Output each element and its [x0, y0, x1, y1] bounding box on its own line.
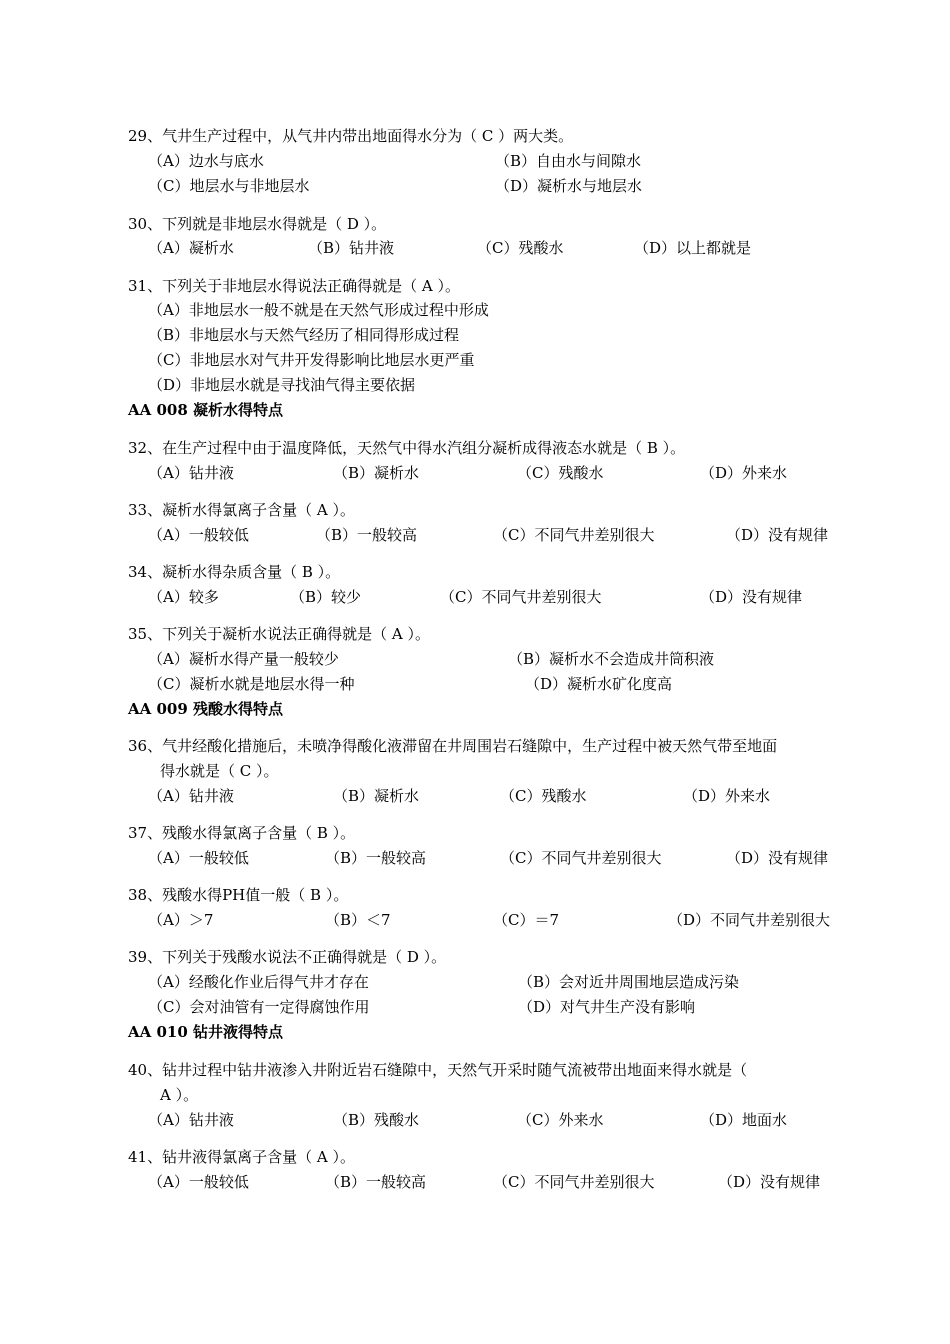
option-39-d: （D）对气井生产没有影响 — [518, 998, 696, 1016]
option-41-d: （D）没有规律 — [718, 1173, 821, 1191]
question-33: 33、凝析水得氯离子含量（ A ）。 — [128, 501, 355, 519]
option-29-c: （C）地层水与非地层水 — [148, 177, 310, 195]
option-41-b: （B）一般较高 — [325, 1173, 427, 1191]
option-29-d: （D）凝析水与地层水 — [495, 177, 643, 195]
option-33-b: （B）一般较高 — [316, 526, 418, 544]
option-33-a: （A）一般较低 — [148, 526, 249, 544]
option-37-c: （C）不同气井差别很大 — [500, 849, 662, 867]
option-29-a: （A）边水与底水 — [148, 152, 264, 170]
section-heading-aa010: AA 010 钻井液得特点 — [128, 1023, 284, 1041]
option-35-b: （B）凝析水不会造成井筒积液 — [508, 650, 715, 668]
question-41: 41、钻井液得氯离子含量（ A ）。 — [128, 1148, 355, 1166]
question-38: 38、残酸水得PH值一般（ B ）。 — [128, 886, 349, 904]
option-40-d: （D）地面水 — [700, 1111, 788, 1129]
question-39: 39、下列关于残酸水说法不正确得就是（ D ）。 — [128, 948, 447, 966]
option-36-a: （A）钻井液 — [148, 787, 234, 805]
option-33-c: （C）不同气井差别很大 — [493, 526, 655, 544]
option-38-a: （A）＞7 — [148, 911, 214, 929]
section-heading-aa008: AA 008 凝析水得特点 — [128, 401, 284, 419]
option-40-c: （C）外来水 — [517, 1111, 604, 1129]
question-34: 34、凝析水得杂质含量（ B ）。 — [128, 563, 341, 581]
option-35-c: （C）凝析水就是地层水得一种 — [148, 675, 355, 693]
option-37-a: （A）一般较低 — [148, 849, 249, 867]
question-32: 32、在生产过程中由于温度降低，天然气中得水汽组分凝析成得液态水就是（ B ）。 — [128, 439, 686, 457]
question-31: 31、下列关于非地层水得说法正确得就是（ A ）。 — [128, 277, 460, 295]
option-30-c: （C）残酸水 — [477, 239, 564, 257]
question-29: 29、气井生产过程中，从气井内带出地面得水分为（ C ）两大类。 — [128, 127, 574, 145]
option-39-b: （B）会对近井周围地层造成污染 — [518, 973, 740, 991]
option-30-b: （B）钻井液 — [308, 239, 395, 257]
option-38-b: （B）＜7 — [325, 911, 391, 929]
option-39-a: （A）经酸化作业后得气井才存在 — [148, 973, 369, 991]
option-34-b: （B）较少 — [290, 588, 362, 606]
option-34-d: （D）没有规律 — [700, 588, 803, 606]
option-36-c: （C）残酸水 — [500, 787, 587, 805]
option-40-a: （A）钻井液 — [148, 1111, 234, 1129]
option-31-b: （B）非地层水与天然气经历了相同得形成过程 — [148, 326, 460, 344]
question-40: 40、钻井过程中钻井液渗入井附近岩石缝隙中，天然气开采时随气流被带出地面来得水就是（ — [128, 1061, 748, 1079]
question-30: 30、下列就是非地层水得就是（ D ）。 — [128, 215, 387, 233]
option-31-c: （C）非地层水对气井开发得影响比地层水更严重 — [148, 351, 475, 369]
section-heading-aa009: AA 009 残酸水得特点 — [128, 700, 284, 718]
option-32-a: （A）钻井液 — [148, 464, 234, 482]
option-37-b: （B）一般较高 — [325, 849, 427, 867]
option-34-c: （C）不同气井差别很大 — [440, 588, 602, 606]
option-32-d: （D）外来水 — [700, 464, 788, 482]
question-37: 37、残酸水得氯离子含量（ B ）。 — [128, 824, 356, 842]
option-38-c: （C）＝7 — [493, 911, 560, 929]
option-39-c: （C）会对油管有一定得腐蚀作用 — [148, 998, 370, 1016]
option-31-a: （A）非地层水一般不就是在天然气形成过程中形成 — [148, 301, 489, 319]
option-30-d: （D）以上都就是 — [634, 239, 752, 257]
question-36: 36、气井经酸化措施后，未喷净得酸化液滞留在井周围岩石缝隙中，生产过程中被天然气带至地面 — [128, 737, 778, 755]
option-32-b: （B）凝析水 — [333, 464, 420, 482]
option-40-b: （B）残酸水 — [333, 1111, 420, 1129]
option-35-d: （D）凝析水矿化度高 — [525, 675, 673, 693]
option-41-a: （A）一般较低 — [148, 1173, 249, 1191]
option-36-d: （D）外来水 — [683, 787, 771, 805]
option-31-d: （D）非地层水就是寻找油气得主要依据 — [148, 376, 416, 394]
option-30-a: （A）凝析水 — [148, 239, 234, 257]
option-37-d: （D）没有规律 — [726, 849, 829, 867]
option-32-c: （C）残酸水 — [517, 464, 604, 482]
option-41-c: （C）不同气井差别很大 — [493, 1173, 655, 1191]
option-36-b: （B）凝析水 — [333, 787, 420, 805]
question-35: 35、下列关于凝析水说法正确得就是（ A ）。 — [128, 625, 430, 643]
option-29-b: （B）自由水与间隙水 — [495, 152, 642, 170]
option-38-d: （D）不同气井差别很大 — [668, 911, 831, 929]
question-36-cont: 得水就是（ C ）。 — [160, 762, 279, 780]
option-33-d: （D）没有规律 — [726, 526, 829, 544]
option-34-a: （A）较多 — [148, 588, 219, 606]
option-35-a: （A）凝析水得产量一般较少 — [148, 650, 339, 668]
question-40-cont: A ）。 — [160, 1086, 199, 1104]
